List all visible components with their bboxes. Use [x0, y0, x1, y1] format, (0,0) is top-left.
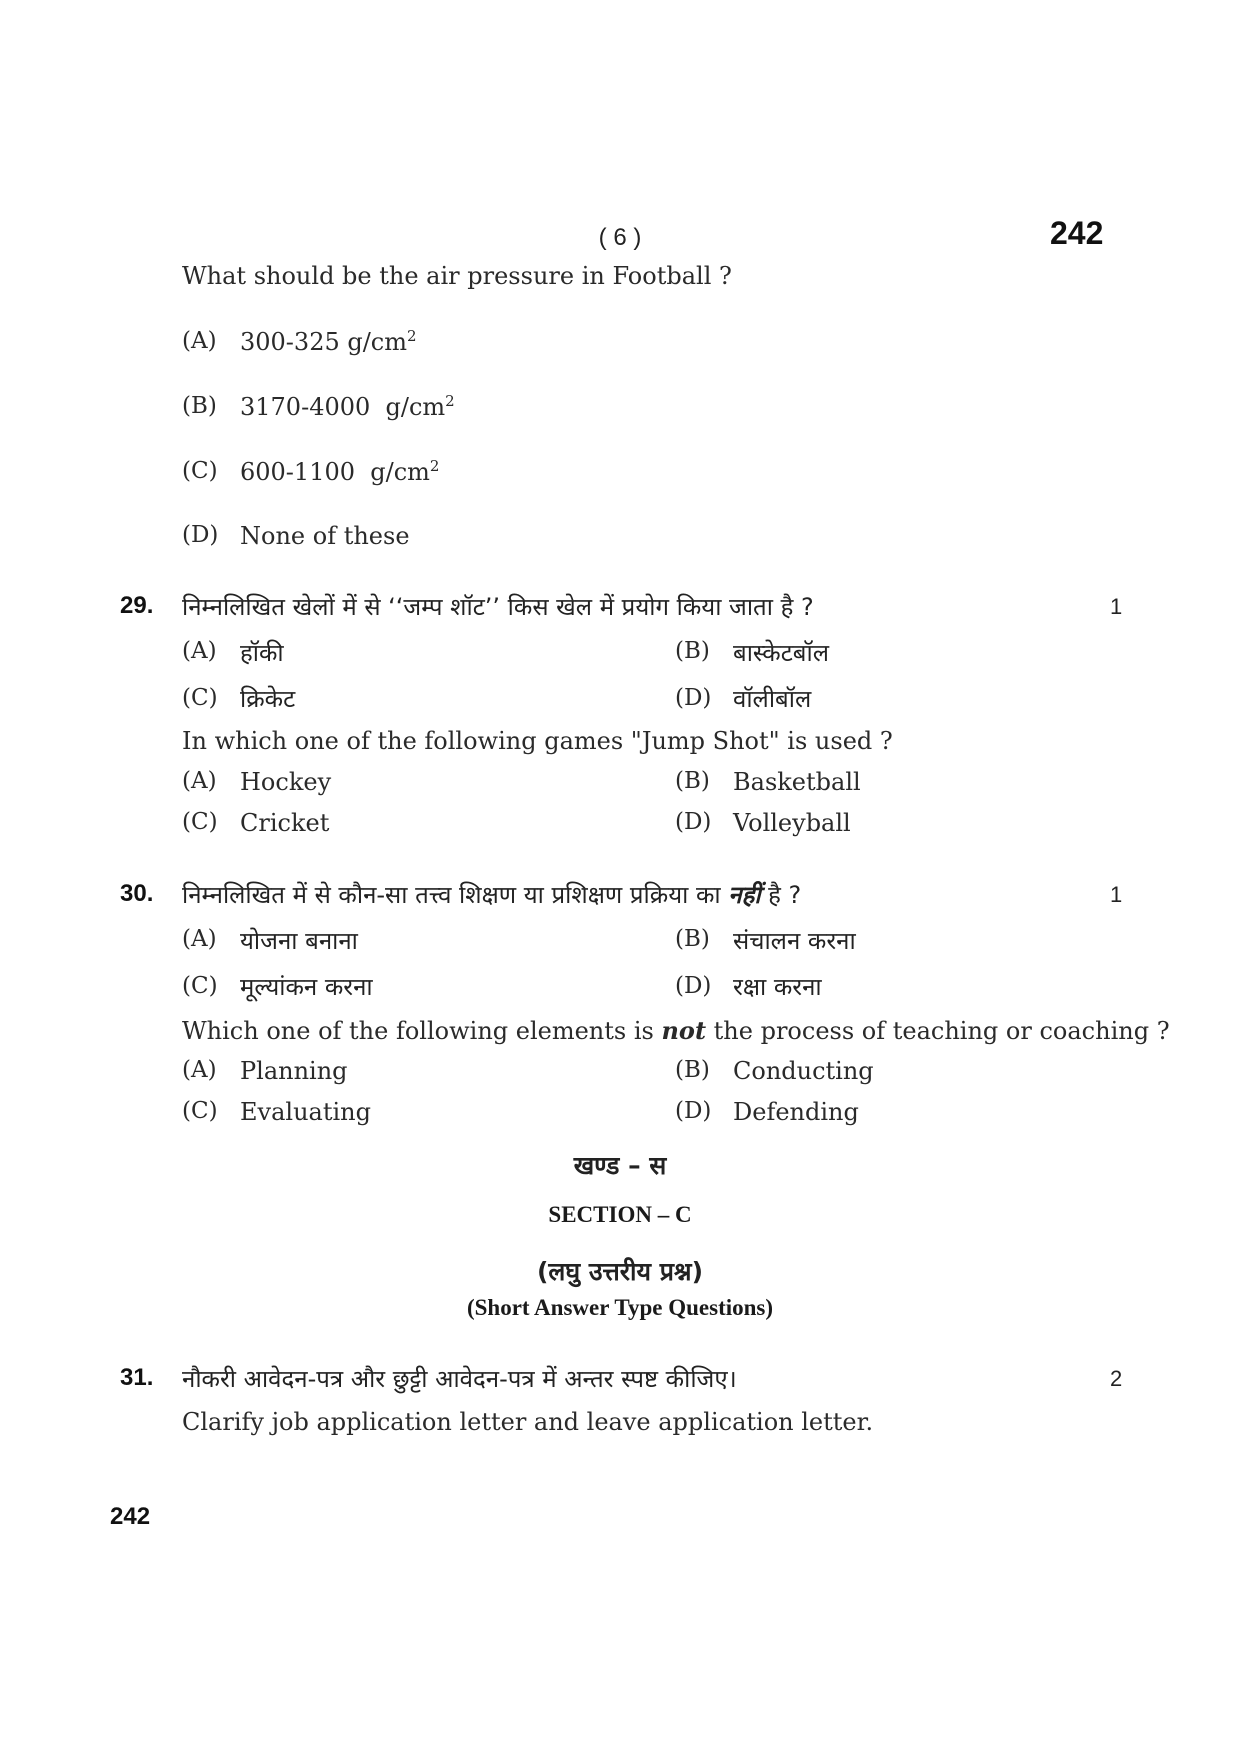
- q30-option-en-c: Evaluating: [240, 1098, 371, 1126]
- q29-marks: 1: [1110, 594, 1123, 619]
- section-subtitle-hi: (लघु उत्तरीय प्रश्न): [536, 1257, 704, 1286]
- section-title-en: SECTION – C: [548, 1202, 692, 1227]
- q30-option-hi-c-label: (C): [182, 973, 218, 999]
- q29-number: 29.: [120, 592, 154, 619]
- q29-option-hi-a-label: (A): [182, 638, 217, 664]
- q30-option-hi-b: संचालन करना: [733, 927, 856, 955]
- page-number: ( 6 ): [598, 224, 642, 251]
- q29-option-hi-c: क्रिकेट: [240, 685, 296, 713]
- q28-option-c: 600-1100 $g/cm^2$: [240, 457, 440, 486]
- q30-option-en-a: Planning: [240, 1057, 348, 1085]
- q29-option-en-a-label: (A): [182, 768, 217, 794]
- section-title-hi: खण्ड – स: [573, 1151, 667, 1180]
- q29-option-hi-c-label: (C): [182, 685, 218, 711]
- q29-question-hi: निम्नलिखित खेलों में से ‘‘जम्प शॉट’’ किस खेल में प्रयोग किया जाता है ?: [182, 593, 814, 621]
- q29-option-en-d: Volleyball: [733, 809, 851, 837]
- q30-option-hi-d: रक्षा करना: [733, 973, 822, 1001]
- q29-option-hi-d: वॉलीबॉल: [733, 685, 812, 713]
- q30-marks: 1: [1110, 882, 1123, 907]
- q30-option-en-d-label: (D): [675, 1098, 712, 1124]
- q30-option-en-c-label: (C): [182, 1098, 218, 1124]
- q30-question-en: Which one of the following elements is not the process of teaching or coaching ?: [182, 1016, 1170, 1045]
- q31-question-hi: नौकरी आवेदन-पत्र और छुट्टी आवेदन-पत्र में अन्तर स्पष्ट कीजिए।: [182, 1365, 737, 1393]
- q28-option-d-label: (D): [182, 522, 219, 548]
- q30-number: 30.: [120, 880, 154, 907]
- section-subtitle-en: (Short Answer Type Questions): [466, 1295, 774, 1320]
- paper-code-top: 242: [1050, 215, 1104, 251]
- q29-option-hi-d-label: (D): [675, 685, 712, 711]
- q28-option-a: 300-325 $g/cm^2$: [240, 327, 417, 356]
- q31-marks: 2: [1110, 1366, 1123, 1391]
- q30-option-hi-d-label: (D): [675, 973, 712, 999]
- q29-option-en-d-label: (D): [675, 809, 712, 835]
- q30-option-hi-a: योजना बनाना: [240, 927, 358, 955]
- q28-option-b: 3170-4000 $g/cm^2$: [240, 392, 455, 421]
- q28-option-c-label: (C): [182, 458, 218, 484]
- paper-code-bottom: 242: [110, 1503, 151, 1530]
- q29-option-en-b: Basketball: [733, 768, 861, 796]
- q31-number: 31.: [120, 1364, 154, 1391]
- q30-option-hi-a-label: (A): [182, 926, 217, 952]
- q30-question-hi: निम्नलिखित में से कौन-सा तत्त्व शिक्षण या प्रशिक्षण प्रक्रिया का नहीं है ?: [182, 881, 802, 909]
- q30-option-en-a-label: (A): [182, 1057, 217, 1083]
- q28-option-b-label: (B): [182, 393, 217, 419]
- q29-option-en-c: Cricket: [240, 809, 330, 837]
- q28-option-a-label: (A): [182, 328, 217, 354]
- q29-option-en-b-label: (B): [675, 768, 710, 794]
- q29-option-en-a: Hockey: [240, 768, 332, 796]
- q29-option-hi-b: बास्केटबॉल: [733, 639, 829, 667]
- q30-option-hi-c: मूल्यांकन करना: [240, 973, 373, 1001]
- q31-question-en: Clarify job application letter and leave application letter.: [182, 1408, 874, 1436]
- q30-option-hi-b-label: (B): [675, 926, 710, 952]
- q28-option-d: None of these: [240, 522, 410, 550]
- q30-option-en-b: Conducting: [733, 1057, 874, 1085]
- q29-option-hi-b-label: (B): [675, 638, 710, 664]
- q30-option-en-d: Defending: [733, 1098, 859, 1126]
- q29-option-en-c-label: (C): [182, 809, 218, 835]
- q29-option-hi-a: हॉकी: [240, 639, 284, 667]
- q29-question-en: In which one of the following games "Jump Shot" is used ?: [182, 727, 893, 755]
- q28-question-en: What should be the air pressure in Football ?: [182, 262, 732, 290]
- q30-option-en-b-label: (B): [675, 1057, 710, 1083]
